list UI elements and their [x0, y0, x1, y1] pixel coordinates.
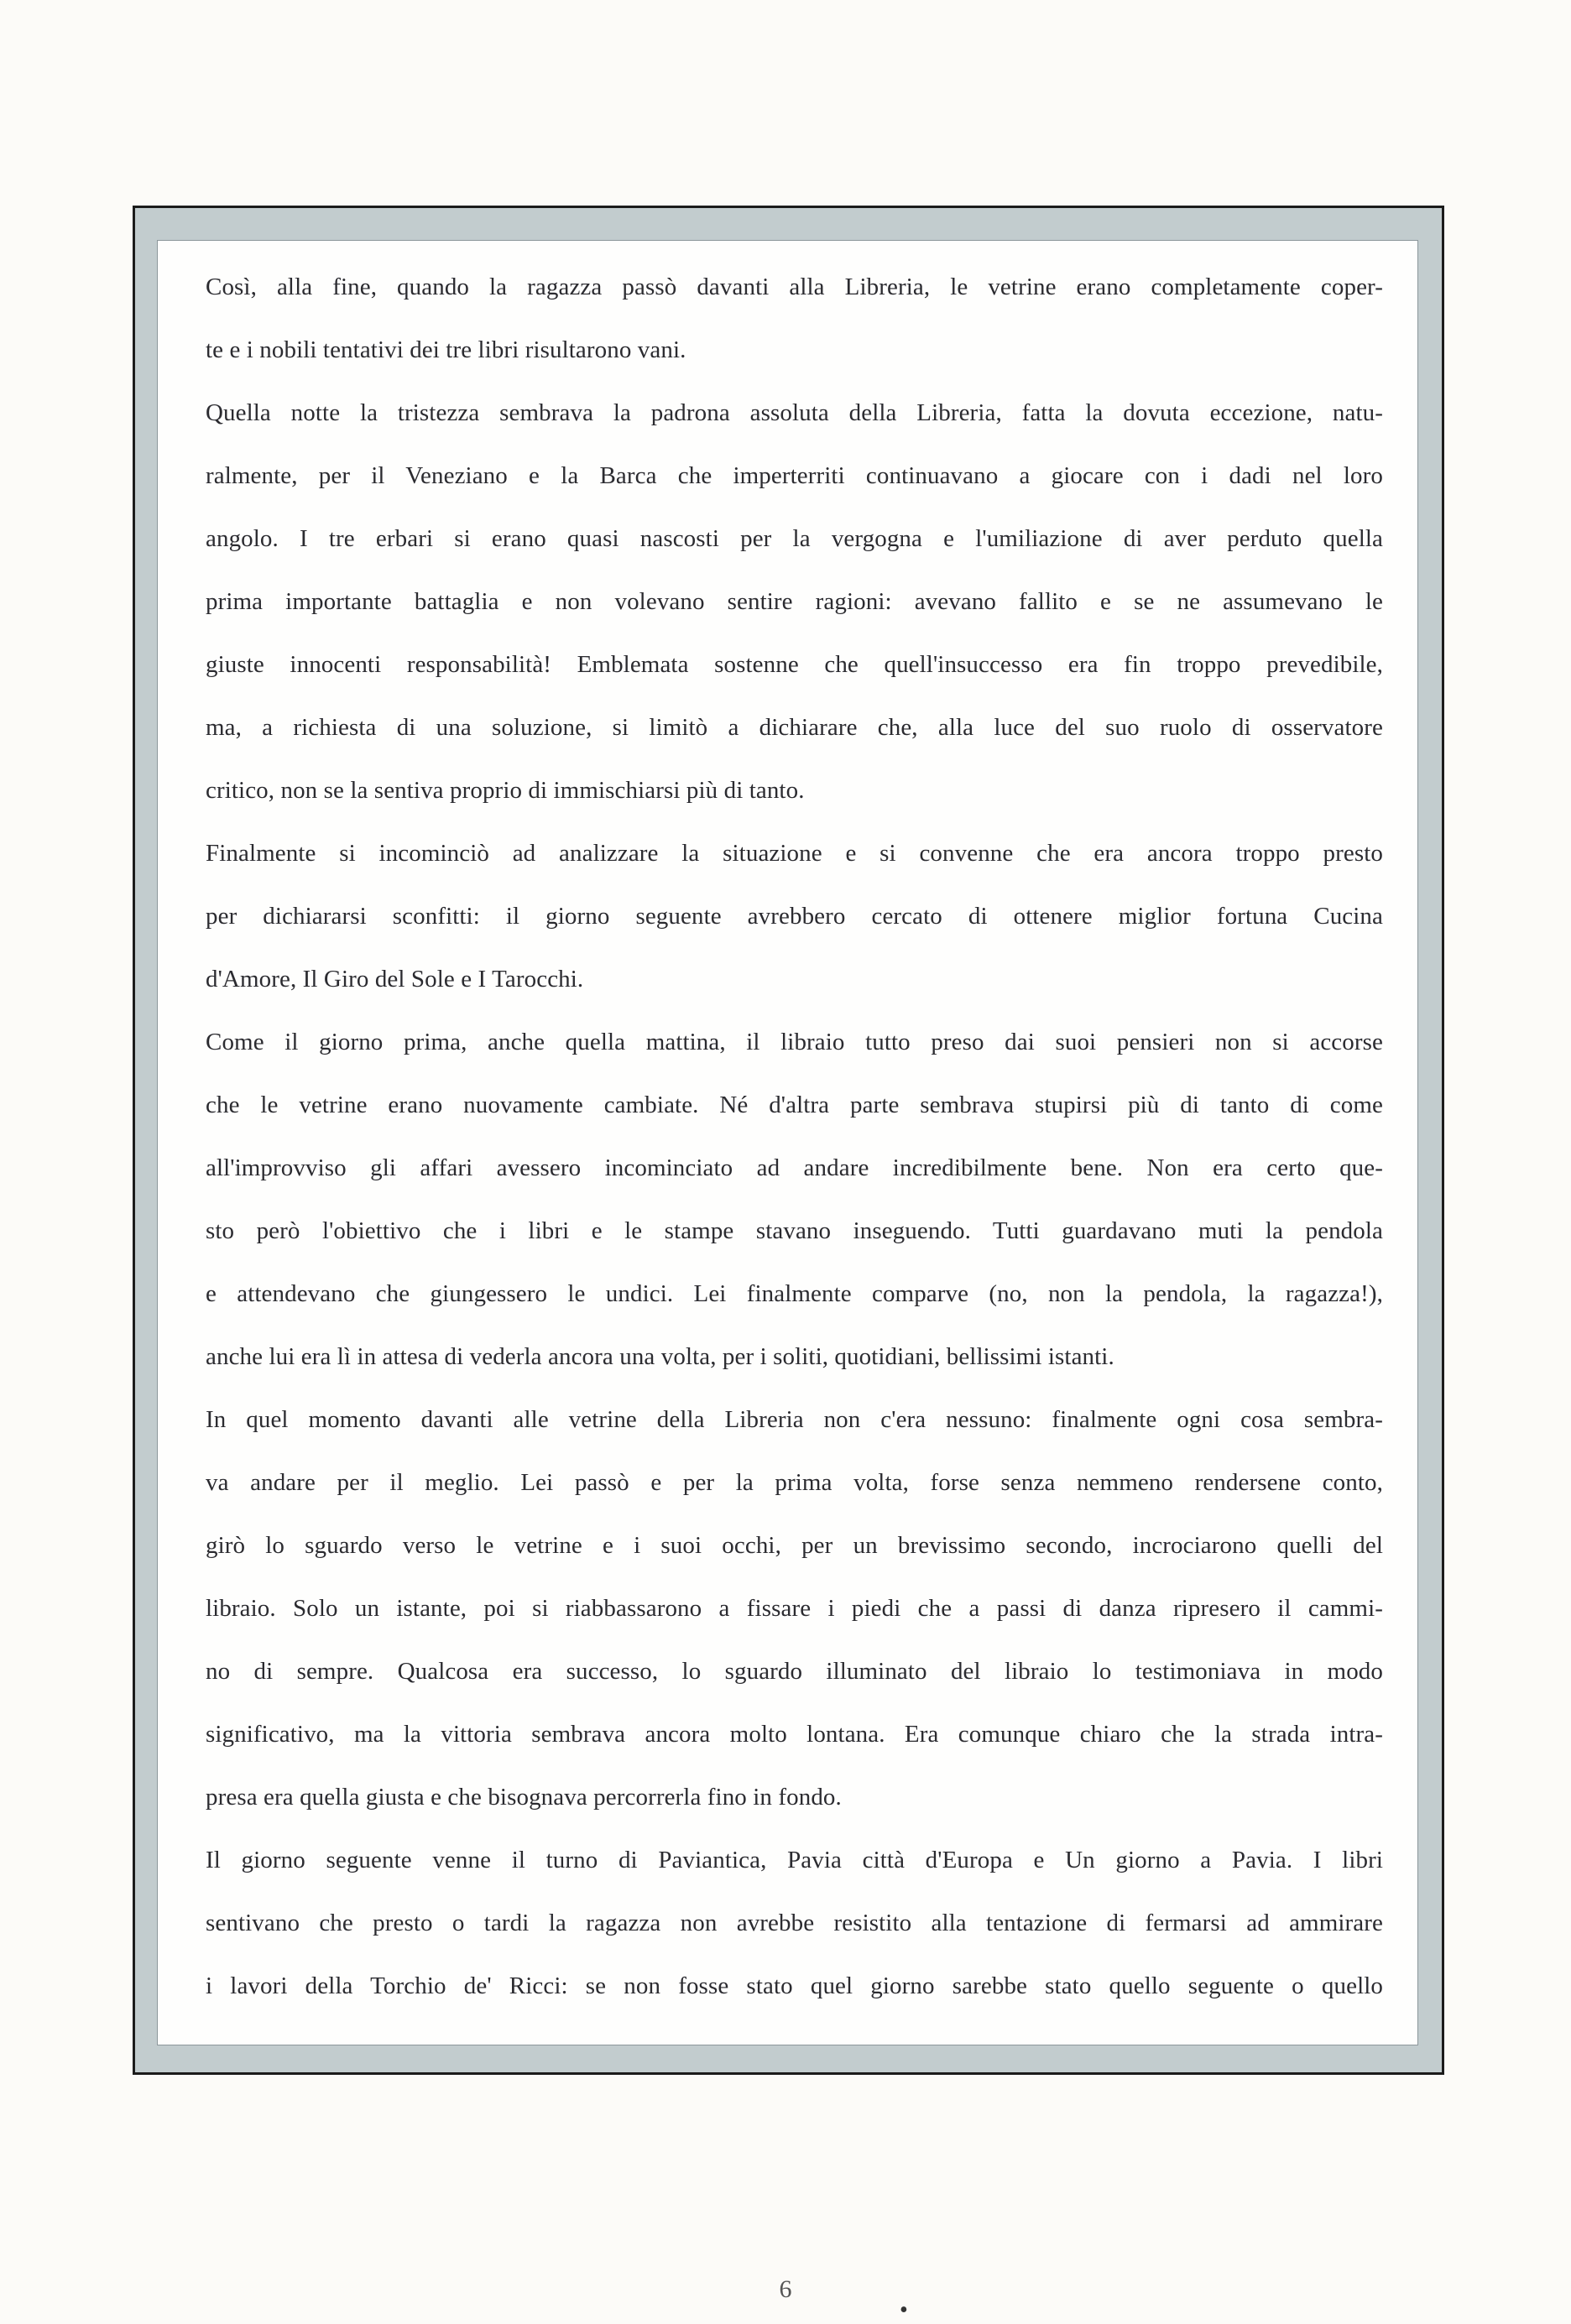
text-line: no di sempre. Qualcosa era successo, lo sguardo illuminato del libraio lo testimoniava in modo — [206, 1658, 1383, 1685]
text-line: sentivano che presto o tardi la ragazza non avrebbe resistito alla tentazione di fermarsi ad ammirare — [206, 1910, 1383, 1936]
text-line: presa era quella giusta e che bisognava percorrerla fino in fondo. — [206, 1784, 842, 1811]
text-line: Così, alla fine, quando la ragazza passò davanti alla Libreria, le vetrine erano completamente coper- — [206, 274, 1383, 300]
text-line: prima importante battaglia e non volevano sentire ragioni: avevano fallito e se ne assumevano le — [206, 588, 1383, 615]
text-line: Come il giorno prima, anche quella mattina, il libraio tutto preso dai suoi pensieri non si accorse — [206, 1029, 1383, 1055]
text-line: Quella notte la tristezza sembrava la padrona assoluta della Libreria, fatta la dovuta eccezione, natu- — [206, 399, 1383, 426]
body-text — [206, 256, 1383, 2018]
text-line: Il giorno seguente venne il turno di Paviantica, Pavia città d'Europa e Un giorno a Pavia. I libri — [206, 1847, 1383, 1873]
text-line: d'Amore, Il Giro del Sole e I Tarocchi. — [206, 966, 584, 993]
text-line: per dichiararsi sconfitti: il giorno seguente avrebbero cercato di ottenere miglior fortuna Cucina — [206, 903, 1383, 930]
text-line: anche lui era lì in attesa di vederla ancora una volta, per i soliti, quotidiani, bellissimi istanti. — [206, 1343, 1114, 1370]
text-line: te e i nobili tentativi dei tre libri risultarono vani. — [206, 336, 686, 363]
text-line: che le vetrine erano nuovamente cambiate. Né d'altra parte sembrava stupirsi più di tanto di come — [206, 1092, 1383, 1118]
text-line: i lavori della Torchio de' Ricci: se non fosse stato quel giorno sarebbe stato quello seguente o quello — [206, 1972, 1383, 1999]
ink-speck-mark: • — [900, 2297, 908, 2323]
text-line: significativo, ma la vittoria sembrava ancora molto lontana. Era comunque chiaro che la strada intra- — [206, 1721, 1383, 1748]
text-line: all'improvviso gli affari avessero incominciato ad andare incredibilmente bene. Non era certo que- — [206, 1154, 1383, 1181]
text-line: ma, a richiesta di una soluzione, si limitò a dichiarare che, alla luce del suo ruolo di osservatore — [206, 714, 1383, 741]
text-panel — [157, 240, 1418, 2045]
text-line: va andare per il meglio. Lei passò e per la prima volta, forse senza nemmeno rendersene conto, — [206, 1469, 1383, 1496]
text-line: e attendevano che giungessero le undici. Lei finalmente comparve (no, non la pendola, la ragazza!), — [206, 1280, 1383, 1307]
text-line: sto però l'obiettivo che i libri e le stampe stavano inseguendo. Tutti guardavano muti la pendola — [206, 1217, 1383, 1244]
text-line: angolo. I tre erbari si erano quasi nascosti per la vergogna e l'umiliazione di aver perduto quella — [206, 525, 1383, 552]
text-line: Finalmente si incominciò ad analizzare la situazione e si convenne che era ancora troppo presto — [206, 840, 1383, 867]
text-line: girò lo sguardo verso le vetrine e i suoi occhi, per un brevissimo secondo, incrociarono quelli del — [206, 1532, 1383, 1559]
text-line: giuste innocenti responsabilità! Emblemata sostenne che quell'insuccesso era fin troppo prevedibile, — [206, 651, 1383, 678]
page-frame — [133, 206, 1444, 2075]
text-line: libraio. Solo un istante, poi si riabbassarono a fissare i piedi che a passi di danza ripresero il cammi- — [206, 1595, 1383, 1622]
page-number: 6 — [779, 2275, 792, 2303]
text-line: critico, non se la sentiva proprio di immischiarsi più di tanto. — [206, 777, 805, 804]
text-line: ralmente, per il Veneziano e la Barca che imperterriti continuavano a giocare con i dadi nel loro — [206, 462, 1383, 489]
text-line: In quel momento davanti alle vetrine della Libreria non c'era nessuno: finalmente ogni cosa sembra- — [206, 1406, 1383, 1433]
